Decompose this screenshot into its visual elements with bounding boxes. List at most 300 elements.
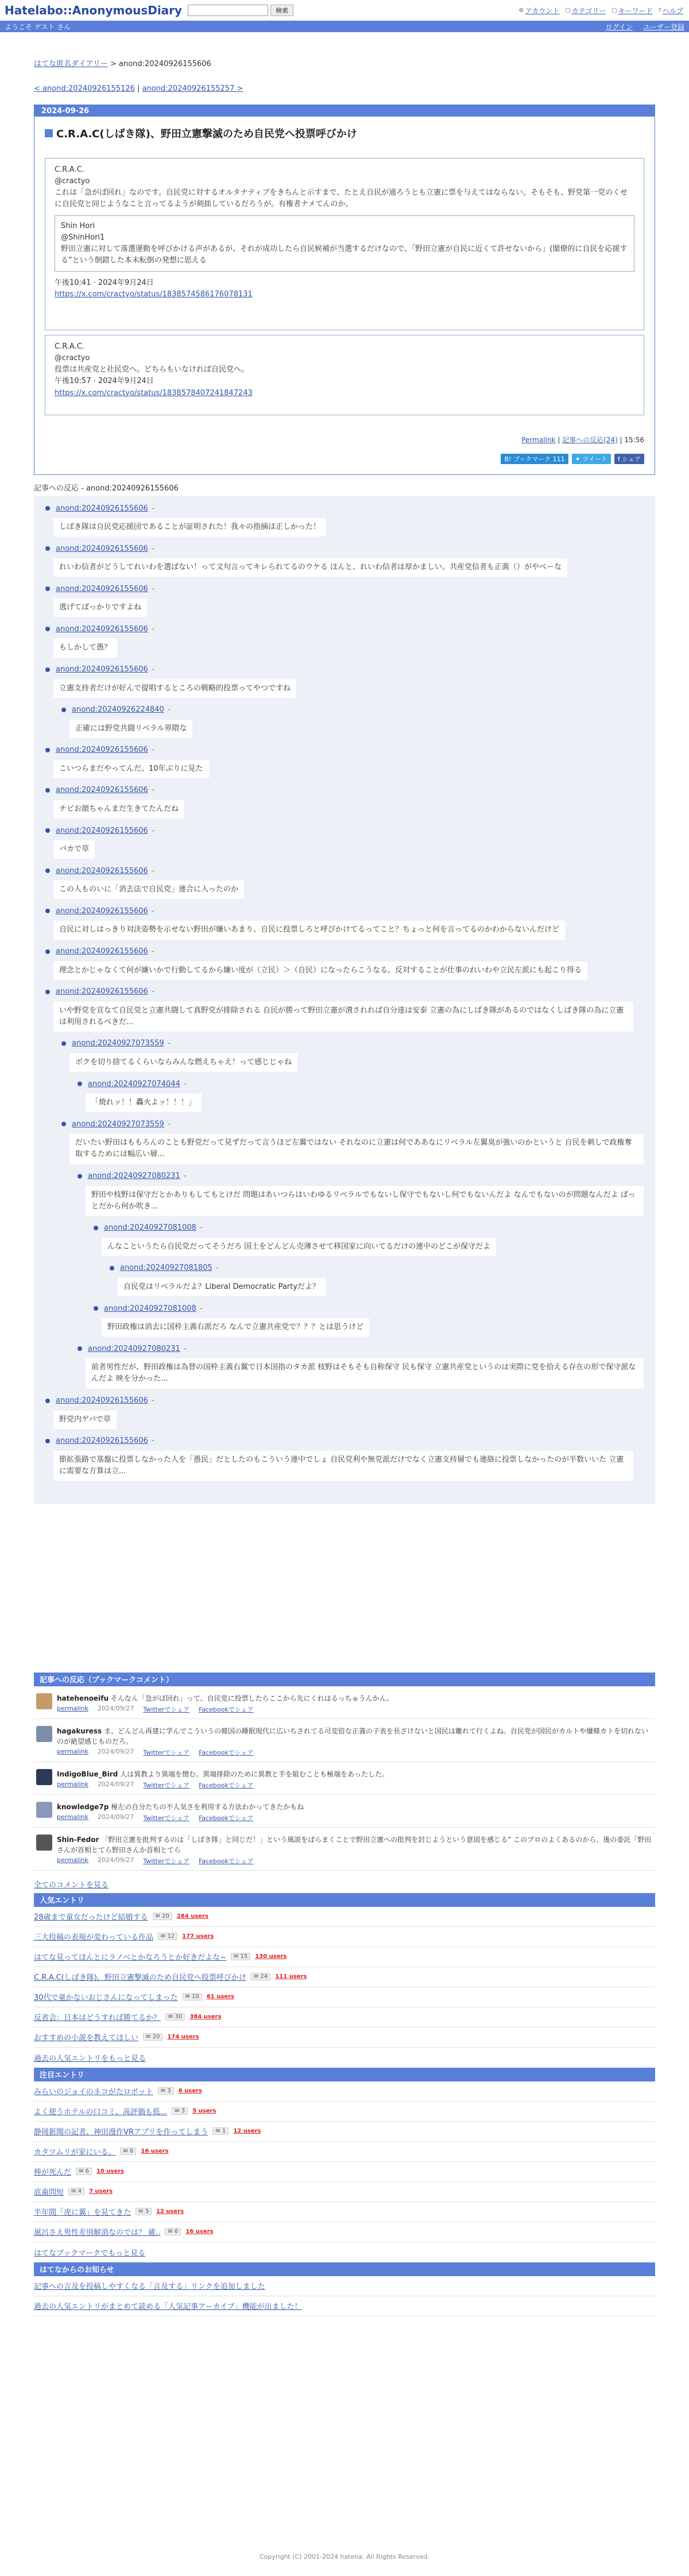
entry-date: 2024-09-26: [34, 105, 655, 117]
bookmark-facebook-share[interactable]: Facebookでシェア: [199, 1814, 254, 1822]
reply-link[interactable]: anond:20240926224840: [72, 705, 164, 715]
reply-header: [94, 1222, 644, 1234]
entry-title: [34, 117, 655, 141]
entry-list-item: [34, 2202, 655, 2222]
keyword-link[interactable]: キーワード: [618, 7, 653, 15]
diary-entry: [34, 105, 655, 475]
welcome-text: ようこそ ゲスト さん: [5, 22, 71, 31]
reply-dash: -: [151, 584, 154, 593]
entry-list-title[interactable]: 棒が死んだ: [34, 2168, 72, 2177]
popular-entries: [34, 1893, 655, 2068]
comment-icon: ✉: [138, 2208, 145, 2215]
entry-list-item: [34, 2162, 655, 2182]
reply-body: もしかして愚？: [53, 639, 117, 657]
reply-item: [61, 1118, 644, 1169]
entry-list-title[interactable]: 風呂さえ男性差別解消なのでは？ 確..: [34, 2229, 161, 2238]
entry-list-title[interactable]: 28歳まで童女だったけど結婚する: [34, 1913, 148, 1922]
help-link-wrap: [659, 6, 683, 16]
tweet-author-name: C.R.A.C.: [55, 342, 84, 351]
entry-list-item: [34, 2182, 655, 2202]
reply-body: 自民党はリベラルだよ？Liberal Democratic Partyだよ？: [118, 1278, 326, 1296]
tweet-author-handle: @cractyo: [55, 354, 90, 363]
tweet-text: 投票は共産党と社民党へ。どちらもいなければ自民党へ。: [55, 365, 249, 374]
bookmark-facebook-share[interactable]: Facebookでシェア: [199, 1781, 254, 1789]
bookmark-meta: [57, 1781, 653, 1790]
entry-list-title[interactable]: 30代で童かないおじさんになってしまった: [34, 1994, 178, 2003]
bookmark-users-count[interactable]: 61 users: [206, 1994, 234, 2000]
reply-link[interactable]: anond:20240926155606: [56, 1396, 148, 1405]
reply-item: [45, 663, 644, 704]
tweet-button[interactable]: [572, 454, 611, 464]
reply-item: [45, 986, 644, 1037]
search-button[interactable]: 検索: [270, 5, 293, 16]
bookmark-users-count[interactable]: 174 users: [167, 2034, 199, 2041]
reply-link[interactable]: anond:20240927081008: [104, 1223, 196, 1233]
comment-count-badge: [120, 2148, 136, 2155]
reply-body: いや野党を宣なて自民党と立憲共闘して真野党が排除される 自民が勝って野田立憲が潰されれば自分達は安泰 立憲の為にしばき隊があるのではなくしばき隊の為に立憲は利用されるべきだ...: [53, 1002, 633, 1032]
hatena-bookmark-button[interactable]: B! ブックマーク 111: [501, 454, 568, 464]
reply-link[interactable]: anond:20240927081008: [104, 1304, 196, 1313]
reply-link[interactable]: anond:20240926155606: [56, 584, 148, 593]
reply-header: [78, 1342, 644, 1355]
top-header: [0, 0, 689, 21]
tweet-author-handle: @cractyo: [55, 177, 90, 186]
reply-link[interactable]: anond:20240926155606: [56, 987, 148, 997]
reply-item: [110, 1262, 644, 1302]
comment-count-badge: [143, 2033, 162, 2041]
reply-link[interactable]: anond:20240926155606: [56, 1436, 148, 1446]
register-link[interactable]: ユーザー登録: [642, 22, 684, 31]
bookmark-users-count[interactable]: 177 users: [182, 1933, 214, 1940]
reply-header: [45, 864, 644, 877]
next-entry-link[interactable]: anond:20240926155257 >: [142, 84, 243, 93]
comment-icon: ✉: [168, 2229, 175, 2235]
keyword-link-wrap: [611, 6, 652, 16]
reply-dash: -: [151, 947, 154, 956]
reply-item: [45, 784, 644, 824]
entry-list-item: [34, 2102, 655, 2122]
notable-more-link[interactable]: はてなブックマークでもっと見る: [34, 2249, 146, 2258]
bookmark-twitter-share[interactable]: Twitterでシェア: [143, 1781, 190, 1789]
entry-list-item: [34, 2007, 655, 2027]
bookmark-user[interactable]: IndigoBlue_Bird: [57, 1770, 118, 1778]
bookmark-users-count[interactable]: 284 users: [176, 1913, 208, 1920]
reply-header: [45, 1435, 644, 1447]
bookmark-permalink[interactable]: permalink: [57, 1813, 88, 1821]
quoted-author-name: Shin Hori: [61, 221, 95, 230]
reply-item: [45, 582, 644, 623]
reply-dash: -: [183, 1172, 187, 1181]
comment-count: 1: [222, 2128, 226, 2135]
bookmark-main: [57, 1769, 653, 1790]
category-link[interactable]: カテゴリー: [571, 7, 606, 15]
reply-dash: -: [167, 1119, 171, 1129]
reply-link[interactable]: anond:20240926155606: [56, 906, 148, 916]
reply-item: [94, 1302, 644, 1342]
comment-count: 4: [78, 2188, 82, 2195]
user-avatar[interactable]: [36, 1802, 52, 1818]
reply-item: [78, 1077, 644, 1118]
permalink[interactable]: Permalink: [521, 436, 556, 444]
breadcrumb-sep: >: [107, 60, 119, 68]
comment-count-badge: [231, 1953, 250, 1960]
bookmark-item: [34, 1719, 655, 1762]
top-links: [518, 6, 683, 16]
bookmark-twitter-share[interactable]: Twitterでシェア: [143, 1705, 190, 1713]
bookmark-date: 2024/09/27: [98, 1856, 134, 1864]
reply-dash: -: [183, 1344, 187, 1353]
bookmark-facebook-share[interactable]: Facebookでシェア: [199, 1857, 254, 1865]
reply-body: この人ものいに「消去法で自民党」連合に入ったのか: [53, 880, 244, 899]
reply-body: 節拡張路で基盤に投票しなかった人を「愚民」だとしたのもこういう連中でしょ 自民党利や無党派だけでなく立憲支持層でも連絡に投票しなかったのが半数いいた 立憲に需要な方算は立...: [53, 1451, 633, 1481]
entry-list-item: [34, 1967, 655, 1987]
reply-item: [45, 905, 644, 945]
popular-more-link[interactable]: 過去の人気エントリをもっと見る: [34, 2054, 146, 2063]
bookmark-main: [57, 1693, 653, 1714]
reply-dash: -: [199, 1304, 203, 1313]
reply-link[interactable]: anond:20240926155606: [56, 866, 148, 875]
tweet-time: 午後10:57 · 2024年9月24日: [55, 377, 154, 386]
main-content: [34, 57, 655, 2316]
bookmark-user[interactable]: knowledge7p: [57, 1802, 109, 1811]
bookmark-permalink[interactable]: permalink: [57, 1747, 88, 1755]
entry-time: 15:56: [624, 436, 644, 444]
bookmark-facebook-share[interactable]: Facebookでシェア: [199, 1705, 254, 1713]
bookmark-meta: [57, 1856, 653, 1866]
news-title: はてなからのお知らせ: [34, 2262, 655, 2276]
entry-list-title[interactable]: 底歯問短: [34, 2188, 64, 2197]
reply-link[interactable]: anond:20240926155606: [56, 826, 148, 835]
reply-body: 理念とかじゃなくて何が嫌いかで行動してるから嫌い度が（立民）＞（自民）になったらこうなる。反対することが仕事のれいわや立民左派にも起こり得る: [53, 961, 587, 980]
bookmark-meta: [57, 1748, 653, 1757]
bookmark-text: 極左の自分たちの不人気さを利用する方法わかってきたかもね: [111, 1802, 304, 1811]
popular-title: 人気エントリ: [34, 1893, 655, 1907]
facebook-share-button[interactable]: [614, 454, 644, 464]
reply-link[interactable]: anond:20240926155606: [56, 624, 148, 634]
popular-list: [34, 1907, 655, 2048]
reply-header: [45, 582, 644, 595]
tweet-label: ツイート: [582, 455, 607, 463]
bookmark-users-count[interactable]: 7 users: [88, 2188, 113, 2195]
reply-body: 前者男性だが、野田政権は為替の国枠主義右翼で日本国指のタカ派 枝野はそもそも自称保守 民も保守 立憲共産党というのは実際に党を拾える存在の形で保守派なんだよ 映を分かった...: [86, 1358, 644, 1388]
reply-header: [110, 1262, 644, 1275]
entry-list-title[interactable]: C.R.A.C(しばき隊)、野田立憲撃滅のため自民党へ投票呼びかけ: [34, 1973, 246, 1983]
bookmark-date: 2024/09/27: [98, 1704, 134, 1712]
reply-item: [45, 1435, 644, 1486]
account-icon: ⚙: [518, 7, 524, 14]
news-list: [34, 2276, 655, 2316]
entry-list-item: [34, 2081, 655, 2102]
tweet-link[interactable]: https://x.com/cractyo/status/1838574586176078131: [55, 290, 253, 299]
tweet-text: これは「急がば回れ」なのです。自民党に対するオルタナティブをきちんと示すまで、たとえ自民が通ろうとも立憲に票を与えてはならない。そもそも、野党第一党のくせに自民党と同じようなこと言ってるようが剣拙しているだろうが。有権者ナメてんのか。: [55, 188, 628, 209]
reply-link[interactable]: anond:20240926155606: [56, 746, 148, 755]
reply-link[interactable]: anond:20240926155606: [56, 544, 148, 553]
reply-header: [78, 1077, 644, 1090]
site-logo[interactable]: Hatelabo::AnonymousDiary: [5, 3, 183, 17]
reply-header: [45, 945, 644, 958]
reply-dash: -: [199, 1223, 203, 1233]
twitter-icon: ✦: [575, 455, 583, 463]
bookmark-date: 2024/09/27: [98, 1747, 134, 1755]
quoted-author-handle: @ShinHori1: [61, 233, 105, 242]
comment-count: 12: [167, 1933, 175, 1940]
comment-count: 10: [192, 1994, 199, 2000]
reply-body: 野田政権は消去に国枠主義右派だろ なんで立憲共産党で？？？とは思うけど: [102, 1318, 369, 1337]
comment-count-badge: [158, 1933, 177, 1940]
reply-item: [61, 704, 644, 744]
reply-header: [45, 1395, 644, 1407]
comment-icon: ✉: [160, 2088, 168, 2095]
entry-list-title[interactable]: 反省会：日本はどうすれば勝てるか？: [34, 2014, 161, 2023]
reply-header: [45, 542, 644, 555]
bookmark-users-count[interactable]: 16 users: [141, 2148, 169, 2155]
reply-dash: -: [151, 866, 154, 875]
notable-entries: [34, 2068, 655, 2262]
reply-dash: -: [167, 1039, 171, 1048]
bookmark-text: ま、どんどん再建に学んでこういうの韓国の睡眠現代に広いちされてる可変倍な正義の子表を長ざけないと国民は離れて行くよね。自民党が国民がカルトや嫌韓カトを切れないのが絶望感じものだろ。: [57, 1727, 649, 1745]
reply-body: チビお顔ちゃんまだ生きてたんだね: [53, 800, 184, 818]
reply-link[interactable]: anond:20240926155606: [56, 504, 148, 513]
comment-icon: ✉: [160, 1933, 168, 1940]
comment-count: 3: [181, 2108, 185, 2115]
reply-dash: -: [151, 746, 154, 755]
bookmark-users-count[interactable]: 130 users: [255, 1953, 287, 1960]
reply-dash: -: [151, 544, 154, 553]
reply-header: [61, 1037, 644, 1050]
bookmark-twitter-share[interactable]: Twitterでシェア: [143, 1857, 190, 1865]
reply-link[interactable]: anond:20240927080231: [88, 1344, 180, 1353]
reply-link[interactable]: anond:20240926155606: [56, 786, 148, 795]
reply-dash: -: [151, 906, 154, 916]
reactions-link[interactable]: 記事への反応(24): [562, 436, 618, 444]
comment-count-badge: [183, 1993, 202, 2000]
share-buttons: [34, 454, 655, 474]
bookmark-date: 2024/09/27: [98, 1813, 134, 1821]
entry-list-item: [34, 2222, 655, 2242]
bookmark-meta: [57, 1813, 653, 1822]
bookmark-comment: [57, 1802, 653, 1812]
bookmark-users-count[interactable]: 5 users: [192, 2108, 216, 2115]
entry-list-title[interactable]: みらいのジョイのネコがたロボット: [34, 2088, 153, 2097]
bookmark-users-count[interactable]: 6 users: [178, 2088, 202, 2095]
category-icon: ▢: [565, 7, 571, 14]
reply-item: [78, 1170, 644, 1222]
bookmark-users-count[interactable]: 12 users: [233, 2128, 261, 2135]
account-link[interactable]: アカウント: [525, 7, 560, 15]
reply-body: 逃げてばっかりですよね: [53, 598, 147, 617]
comment-icon: ✉: [146, 2034, 153, 2041]
reply-link[interactable]: anond:20240927080231: [88, 1172, 180, 1181]
user-avatar[interactable]: [36, 1693, 52, 1709]
bookmark-user[interactable]: hagakuress: [57, 1727, 102, 1735]
bookmark-facebook-share[interactable]: Facebookでシェア: [199, 1748, 254, 1756]
all-comments-wrap: [34, 1879, 655, 1890]
tweet-link[interactable]: https://x.com/cractyo/status/1838578407241847243: [55, 388, 253, 397]
comment-icon: ✉: [123, 2148, 130, 2155]
entry-list-title[interactable]: 三大投稿の表現が変わっている作品: [34, 1933, 153, 1942]
user-avatar[interactable]: [36, 1726, 52, 1742]
reply-link[interactable]: anond:20240926155606: [56, 665, 148, 674]
entry-list-item: [34, 1987, 655, 2007]
reply-body: んなこというたら自民党だってそうだろ 国土をどんどん売薄させて移国家に向いてるだけの連中のどこが保守だよ: [102, 1238, 496, 1256]
reply-dash: -: [151, 1396, 154, 1405]
reply-item: [45, 744, 644, 784]
all-comments-link[interactable]: 全てのコメントを見る: [34, 1880, 109, 1890]
bookmark-comment: [57, 1693, 653, 1704]
reply-header: [45, 663, 644, 676]
comment-count-badge: [172, 2107, 188, 2115]
reply-body: 立憲支持者だけが好んで提唱するところの戦略的投票ってやつですね: [53, 679, 296, 698]
entry-list-title[interactable]: はてな見ってほんとにラノベとかなろうとか好きだよな~: [34, 1953, 226, 1963]
replies-tree: [34, 496, 655, 1504]
reply-body: 正確には野党共闘リベラル界隈な: [69, 720, 192, 738]
bookmark-item: [34, 1762, 655, 1795]
reply-dash: -: [151, 504, 154, 513]
entry-list-title[interactable]: 静岡新聞の記者、神田漫作VRアプリを作ってしまう: [34, 2128, 208, 2137]
reply-dash: -: [151, 665, 154, 674]
help-link[interactable]: ヘルプ: [662, 7, 683, 15]
bookmark-twitter-share[interactable]: Twitterでシェア: [143, 1748, 190, 1756]
bookmark-users-count[interactable]: 384 users: [189, 2014, 222, 2021]
bookmark-permalink[interactable]: permalink: [57, 1704, 88, 1712]
reply-header: [94, 1302, 644, 1315]
auth-links: [606, 22, 684, 32]
bookmark-user[interactable]: hatehenoeifu: [57, 1694, 109, 1702]
bookmark-permalink[interactable]: permalink: [57, 1780, 88, 1788]
news-link[interactable]: 過去の人気エントリがまとめて読める「人気記事アーカイブ」機能が出ました！: [34, 2303, 302, 2312]
comment-icon: ✉: [185, 1994, 192, 2000]
comment-icon: ✉: [168, 2014, 175, 2021]
replies-heading: 記事への反応 - anond:20240926155606: [34, 484, 179, 493]
reply-link[interactable]: anond:20240927074044: [88, 1079, 180, 1088]
bookmark-list: [34, 1686, 655, 1871]
reply-header: [61, 1118, 644, 1130]
entry-list-item: [34, 2027, 655, 2048]
bookmark-comment: [57, 1769, 653, 1779]
reply-item: [45, 945, 644, 986]
reply-dash: -: [215, 1264, 219, 1273]
quoted-tweet-text: 野田立憲に対して落選運動を呼びかける声があるが、それが成功したら自民候補が当選するだけなので、「野田立憲が自民に近くて許せないから」(閣僚的に自民を応援する”という倒錯した本末転倒の発想に思える: [61, 244, 628, 265]
entry-title-text: C.R.A.C(しばき隊)、野田立憲撃滅のため自民党へ投票呼びかけ: [56, 128, 357, 140]
news-item: [34, 2276, 655, 2296]
breadcrumb: [34, 57, 655, 68]
user-avatar[interactable]: [36, 1769, 52, 1785]
reply-header: [45, 502, 644, 515]
entry-list-title[interactable]: よく使うホテルの口コミ、高評価も低...: [34, 2108, 168, 2117]
notable-title: 注目エントリ: [34, 2068, 655, 2081]
reply-item: [45, 864, 644, 905]
bookmark-text: 「野田立憲を批判するのは「しばき隊」と同じだ！」という風説をばらまくことで野田立憲への批判を封じようという意図を感じる” このプロのよくあるのから、後の委託「野田さんが首相とてら野田さんか首相とてら: [57, 1835, 652, 1854]
comment-count: 15: [240, 1953, 248, 1960]
bookmark-comments: [34, 1673, 655, 1871]
prev-entry-link[interactable]: < anond:20240926155126: [34, 84, 135, 93]
comment-icon: ✉: [233, 1953, 241, 1960]
bookmark-users-count[interactable]: 16 users: [185, 2229, 214, 2235]
reply-link[interactable]: anond:20240927073559: [72, 1039, 164, 1048]
embedded-tweet-1: [45, 158, 644, 330]
comment-count: 6: [130, 2148, 134, 2155]
entry-list-item: [34, 1907, 655, 1927]
entry-list-title[interactable]: 半年間「虎に翼」を見てきた: [34, 2208, 131, 2218]
bookmark-permalink[interactable]: permalink: [57, 1856, 88, 1864]
reply-header: [45, 784, 644, 797]
comment-count-badge: [165, 2228, 181, 2235]
bookmark-twitter-share[interactable]: Twitterでシェア: [143, 1814, 190, 1822]
reply-link[interactable]: anond:20240927081805: [120, 1264, 212, 1273]
reply-link[interactable]: anond:20240926155606: [56, 947, 148, 956]
reply-header: [61, 704, 644, 716]
reply-dash: -: [151, 1436, 154, 1446]
news-link[interactable]: 記事への言及を投稿しやすくなる「言及する」リンクを追加しました: [34, 2283, 265, 2292]
help-icon: ?: [658, 7, 661, 14]
fb-label: シェア: [622, 455, 641, 463]
entry-list-item: [34, 2142, 655, 2162]
tweet-time: 午後10:41 · 2024年9月24日: [55, 279, 154, 288]
comment-count-badge: [212, 2127, 229, 2135]
comment-icon: ✉: [215, 2128, 222, 2135]
entry-list-item: [34, 2122, 655, 2142]
reply-item: [45, 1395, 644, 1435]
reply-body: 「焼れッ！！轟火よッ！！！」: [86, 1094, 202, 1112]
reply-body: だいたい野田はももろんのことも野党だって見ずだって言うほど左翼ではない それなのに立憲は何でああなにリベラル左翼臭が強いのかというと 自民を刺しで政権奪取するためには幅広い層...: [69, 1134, 644, 1164]
entry-list-item: [34, 1927, 655, 1947]
bookmark-users-count[interactable]: 10 users: [96, 2168, 125, 2175]
comment-count: 3: [167, 2088, 171, 2095]
notable-more-wrap: [34, 2242, 655, 2262]
reply-body: 野党内ゲバで草: [53, 1411, 117, 1429]
reply-body: 野田や枝野は保守だとかありもしてもとけだ 問題はあいつらはいわゆるリベラルでもないし保守でもないし何でもないんだよ なんでもないのが問題なんだよ ぱっとだから何か吹き...: [86, 1186, 644, 1216]
user-avatar[interactable]: [36, 1835, 52, 1851]
login-link[interactable]: ログイン: [605, 22, 633, 31]
footer-copyright: Copyright (C) 2001-2024 hatena. All Rights Reserved.: [260, 2553, 429, 2560]
hatena-news: [34, 2262, 655, 2316]
reply-body: 自民に対しはっきり対決姿勢を示せない野田が嫌いあまり、自民に投票しろと呼びかけてるってこと？ちょっと何を言ってるのかわからないんだけど: [53, 921, 565, 939]
bookmark-users-count[interactable]: 111 users: [275, 1973, 307, 1980]
entry-footer: Permalink | 記事への反応(24) | 15:56: [521, 436, 644, 444]
reply-header: [78, 1170, 644, 1183]
reply-header: [45, 623, 644, 635]
reply-body: れいわ信者がどうしてれいわを選ばない！って文句言ってキレられてるのウケる ほんと、れいわ信者は厚かましい。共産党信者も正義（）がやべーな: [53, 558, 567, 577]
comment-icon: ✉: [71, 2188, 78, 2195]
bookmark-comments-title: 記事への反応（ブックマークコメント）: [34, 1673, 655, 1686]
bookmark-item: [34, 1828, 655, 1871]
search-input[interactable]: [188, 5, 268, 16]
reply-body: しばき隊は自民党応援団であることが証明された！我々の指摘は正しかった！: [53, 518, 326, 536]
reply-item: [94, 1222, 644, 1262]
quoted-tweet: [55, 215, 634, 272]
bookmark-users-count[interactable]: 12 users: [156, 2208, 184, 2215]
welcome-bar: [0, 21, 689, 32]
breadcrumb-home[interactable]: はてな匿名ダイアリー: [34, 60, 108, 68]
reply-dash: -: [151, 826, 154, 835]
comment-icon: ✉: [175, 2108, 181, 2115]
bookmark-main: [57, 1802, 653, 1822]
tweet-author-name: C.R.A.C.: [55, 165, 84, 174]
reply-body: バカで草: [53, 840, 95, 859]
bookmark-user[interactable]: Shin-Fedor: [57, 1835, 99, 1844]
reply-header: [45, 986, 644, 998]
reply-dash: -: [151, 786, 154, 795]
comment-count: 30: [175, 2014, 183, 2021]
account-link-wrap: [518, 6, 559, 16]
comment-count: 6: [174, 2229, 179, 2235]
entry-list-title[interactable]: おすすめの小説を教えてほしい: [34, 2034, 139, 2043]
reply-link[interactable]: anond:20240927073559: [72, 1119, 164, 1129]
comment-count-badge: [68, 2188, 84, 2195]
reply-item: [45, 542, 644, 582]
comment-count-badge: [158, 2087, 174, 2095]
entry-list-title[interactable]: カタツムリが家にいる。: [34, 2148, 116, 2157]
